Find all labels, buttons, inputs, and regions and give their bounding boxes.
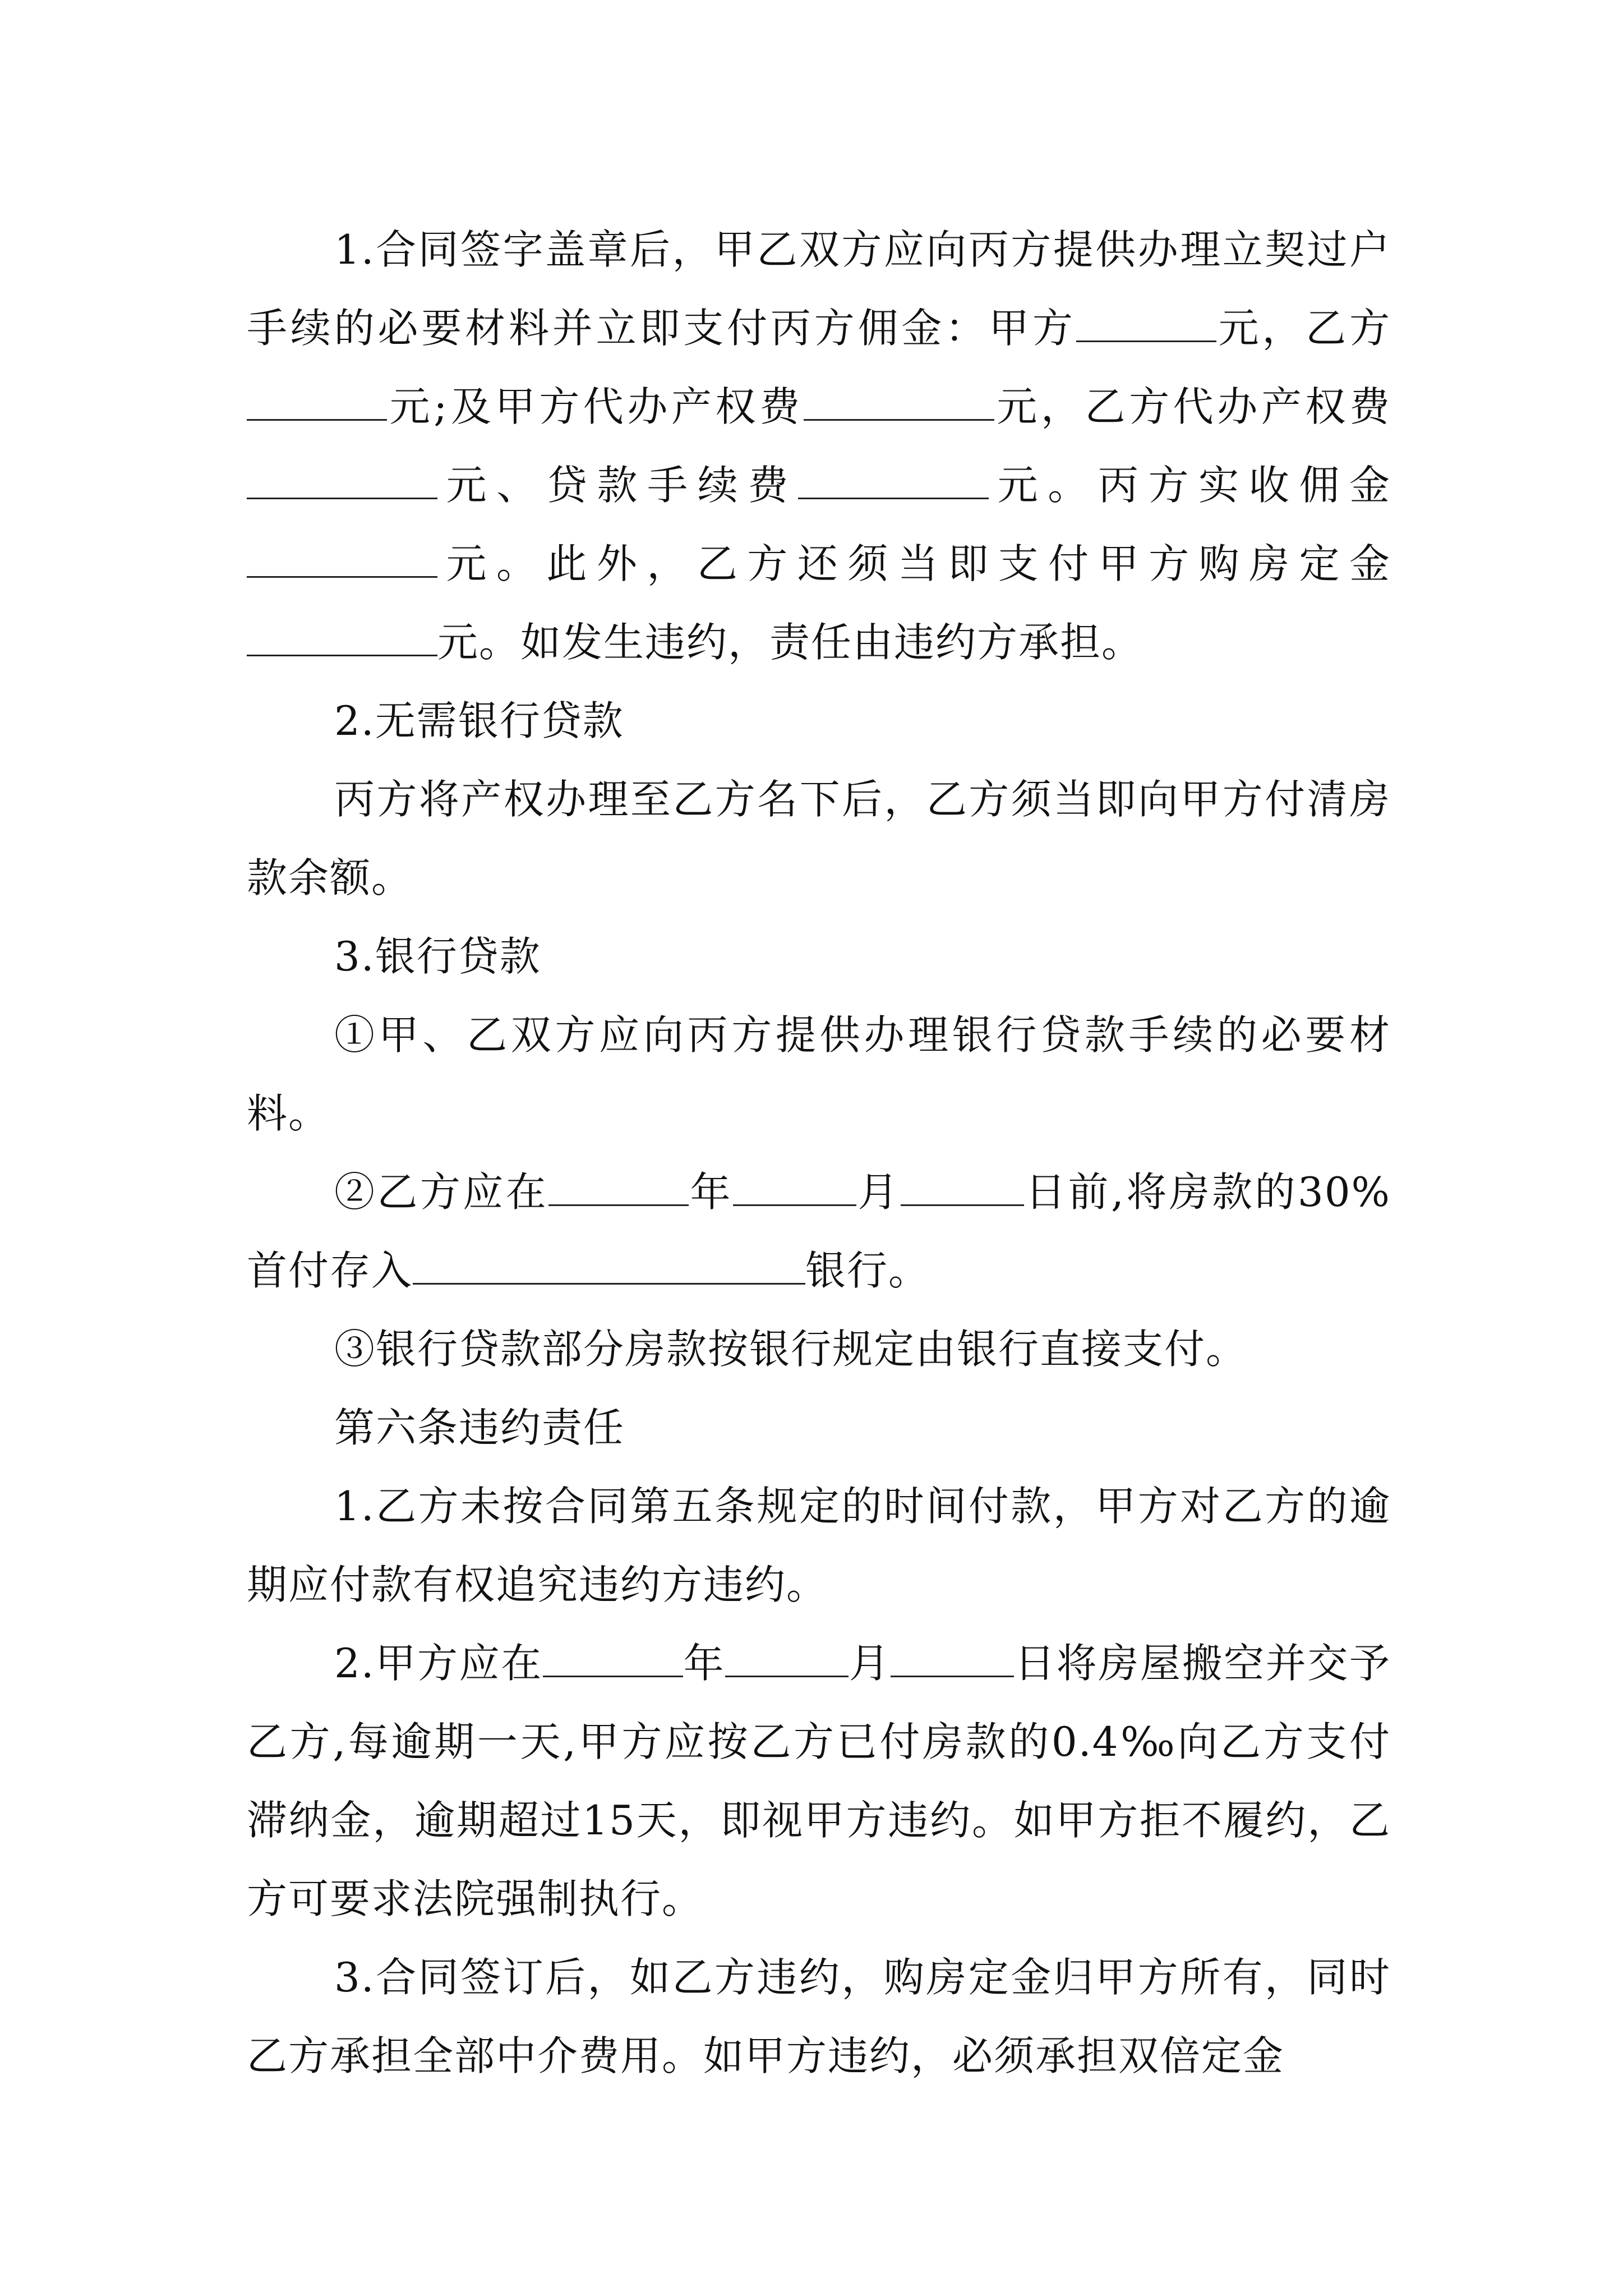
text: 元;及甲方代办产权费: [387, 383, 804, 430]
paragraph-breach-1: 1.乙方未按合同第五条规定的时间付款，甲方对乙方的逾期应付款有权追究违约方违约。: [247, 1483, 1391, 1608]
blank-field: [733, 1171, 856, 1206]
text: 月: [849, 1640, 891, 1687]
text: 日将房屋搬空并交予乙方,每逾期一天,甲方应按乙方已付房款的0.4‰向乙方支付滞纳金，逾期超过15天，即视甲方违约。如甲方拒不履约，乙方可要求法院强制执行。: [247, 1640, 1391, 1922]
paragraph-breach-2: [247, 1624, 1391, 1938]
section-heading-article-6: 第六条违约责任: [334, 1404, 625, 1451]
text: 1.合同签字盖章后，甲乙双方应向丙方提供办理立契过户手续的必要材料并立即支付丙方佣金：甲方: [247, 226, 1391, 352]
paragraph-loan-item-2: [247, 1153, 1391, 1310]
paragraph-loan-item-3: ③银行贷款部分房款按银行规定由银行直接支付。: [334, 1326, 1248, 1373]
paragraph-bank-loan-heading: 3.银行贷款: [334, 933, 541, 980]
text: 银行。: [805, 1247, 930, 1294]
blank-field: [247, 542, 437, 578]
text: 月: [856, 1168, 901, 1216]
text: 元、贷款手续费: [437, 462, 798, 509]
blank-field: [413, 1249, 805, 1285]
text: 元，乙方代办产权费: [994, 383, 1391, 430]
text: 2.甲方应在: [334, 1640, 543, 1687]
text: ②乙方应在: [334, 1168, 549, 1216]
text: 元。如发生违约，责任由违约方承担。: [437, 619, 1144, 666]
blank-field: [798, 464, 989, 499]
blank-field: [1076, 307, 1216, 342]
text: 元，乙方: [1216, 305, 1391, 352]
paragraph-breach-3: 3.合同签订后，如乙方违约，购房定金归甲方所有，同时乙方承担全部中介费用。如甲方违约，必须承担双倍定金: [247, 1954, 1391, 2079]
blank-field: [543, 1642, 683, 1677]
paragraph-no-loan-body: 丙方将产权办理至乙方名下后，乙方须当即向甲方付清房款余额。: [247, 776, 1391, 901]
blank-field: [247, 385, 387, 421]
document-body: [247, 210, 1391, 2095]
text: 元。丙方实收佣金: [989, 462, 1391, 509]
blank-field: [725, 1642, 849, 1677]
paragraph-loan-item-1: ①甲、乙双方应向丙方提供办理银行贷款手续的必要材料。: [247, 1011, 1391, 1137]
blank-field: [247, 621, 437, 656]
blank-field: [548, 1171, 689, 1206]
text: 年: [689, 1168, 733, 1216]
blank-field: [804, 385, 994, 421]
paragraph-commission: [247, 210, 1391, 682]
text: 元。此外，乙方还须当即支付甲方购房定金: [437, 540, 1391, 587]
blank-field: [901, 1171, 1024, 1206]
paragraph-no-loan-heading: 2.无需银行贷款: [334, 697, 624, 744]
text: 日前,将房款的30%首付存入: [247, 1168, 1391, 1294]
blank-field: [891, 1642, 1014, 1677]
blank-field: [247, 464, 437, 499]
text: 年: [683, 1640, 726, 1687]
